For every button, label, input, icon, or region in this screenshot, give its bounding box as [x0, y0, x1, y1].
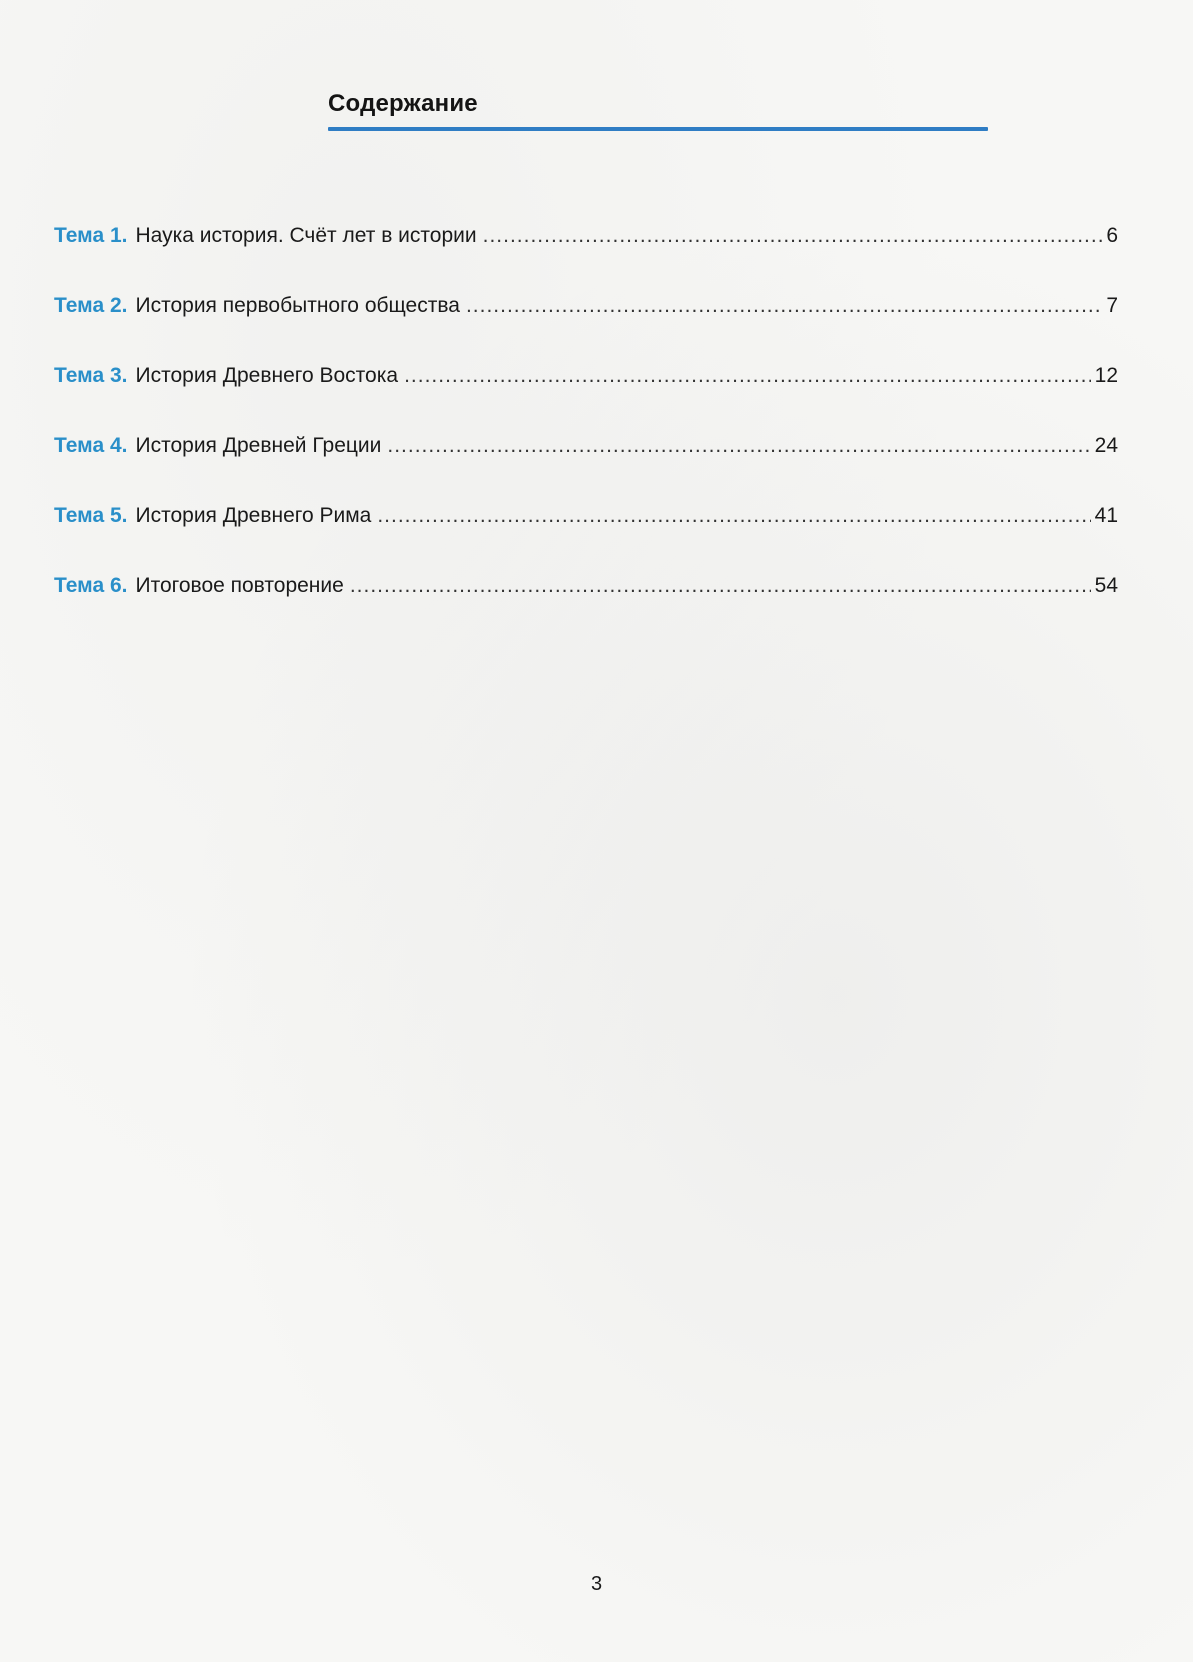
dot-leader — [377, 502, 1090, 530]
topic-label: Тема 5. — [54, 504, 128, 527]
topic-label: Тема 2. — [54, 294, 128, 317]
topic-title: История Древнего Рима — [135, 504, 372, 527]
toc-entry[interactable] — [54, 292, 1118, 362]
page-number: 3 — [590, 1573, 603, 1595]
topic-title: Наука история. Счёт лет в истории — [135, 224, 477, 247]
dot-leader — [404, 362, 1091, 390]
dot-leader — [483, 222, 1102, 250]
topic-page-number: 24 — [1094, 434, 1118, 457]
title-underline — [328, 127, 988, 131]
topic-page-number: 6 — [1106, 224, 1118, 247]
topic-label: Тема 6. — [54, 574, 128, 597]
toc-entry[interactable] — [54, 362, 1118, 432]
dot-leader — [387, 432, 1090, 460]
toc-entry[interactable] — [54, 432, 1118, 502]
table-of-contents — [54, 222, 1118, 642]
topic-label: Тема 1. — [54, 224, 128, 247]
topic-title: История первобытного общества — [135, 294, 460, 317]
dot-leader — [350, 572, 1091, 600]
topic-label: Тема 3. — [54, 364, 128, 387]
topic-title: Итоговое повторение — [135, 574, 344, 597]
topic-page-number: 41 — [1094, 504, 1118, 527]
topic-page-number: 54 — [1094, 574, 1118, 597]
topic-label: Тема 4. — [54, 434, 128, 457]
toc-entry[interactable] — [54, 572, 1118, 642]
toc-entry[interactable] — [54, 222, 1118, 292]
dot-leader — [466, 292, 1102, 320]
topic-page-number: 12 — [1094, 364, 1118, 387]
page-title: Содержание — [328, 90, 478, 117]
topic-page-number: 7 — [1106, 294, 1118, 317]
topic-title: История Древней Греции — [135, 434, 382, 457]
topic-title: История Древнего Востока — [135, 364, 399, 387]
toc-entry[interactable] — [54, 502, 1118, 572]
